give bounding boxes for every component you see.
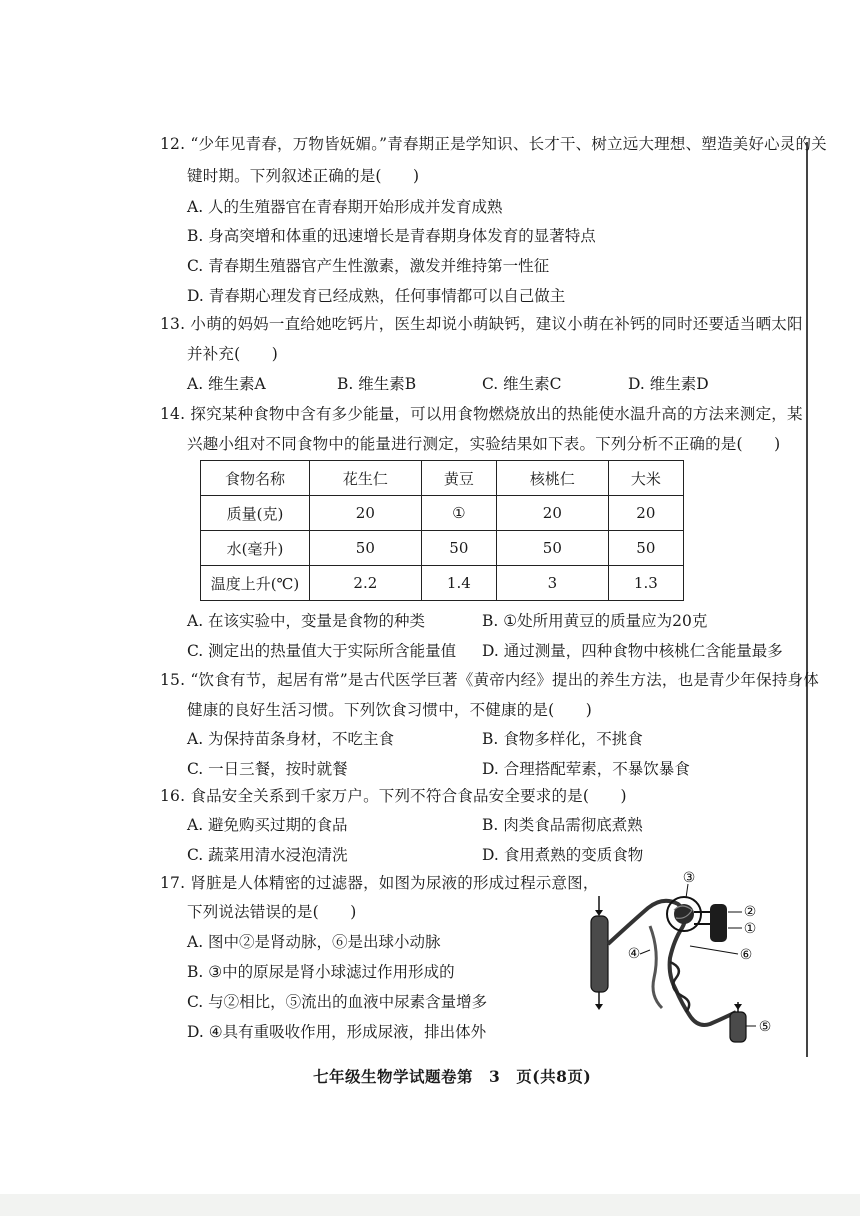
nephron-diagram (578, 866, 778, 1048)
q12-option-c: C. 青春期生殖器官产生性激素，激发并维持第一性征 (187, 257, 550, 275)
diagram-label-2: ② (743, 904, 757, 920)
table-cell: 2.2 (310, 566, 422, 601)
q14-stem-line2: 兴趣小组对不同食物中的能量进行测定，实验结果如下表。下列分析不正确的是( ) (187, 435, 781, 453)
q17-option-c: C. 与②相比，⑤流出的血液中尿素含量增多 (187, 993, 488, 1011)
q13-option-a: A. 维生素A (187, 375, 266, 393)
q15-option-c: C. 一日三餐，按时就餐 (187, 760, 348, 778)
q13-option-c: C. 维生素C (482, 375, 562, 393)
table-cell: ① (421, 496, 496, 531)
q12-option-a: A. 人的生殖器官在青春期开始形成并发育成熟 (187, 198, 503, 216)
table-cell: 50 (608, 531, 683, 566)
q15-option-d: D. 合理搭配荤素，不暴饮暴食 (482, 760, 690, 778)
q16-option-b: B. 肉类食品需彻底煮熟 (482, 816, 643, 834)
q13-stem-line1: 13. 小萌的妈妈一直给她吃钙片，医生却说小萌缺钙，建议小萌在补钙的同时还要适当晒太阳 (160, 315, 803, 333)
table-cell: 20 (310, 496, 422, 531)
collecting-loop (650, 926, 662, 1008)
q16-option-a: A. 避免购买过期的食品 (187, 816, 348, 834)
renal-vessel-right (730, 1012, 746, 1042)
renal-vessel-left (591, 916, 608, 992)
q16-option-d: D. 食用煮熟的变质食物 (482, 846, 644, 864)
table-cell: 50 (496, 531, 608, 566)
q14-stem-line1: 14. 探究某种食物中含有多少能量，可以用食物燃烧放出的热能使水温升高的方法来测定，某 (160, 405, 803, 423)
table-cell: 核桃仁 (496, 461, 608, 496)
table-cell: 20 (608, 496, 683, 531)
q13-option-d: D. 维生素D (628, 375, 709, 393)
table-cell: 质量(克) (201, 496, 310, 531)
q16-stem-line1: 16. 食品安全关系到千家万户。下列不符合食品安全要求的是( ) (160, 787, 627, 805)
page-footer: 七年级生物学试题卷第 3 页(共8页) (313, 1067, 592, 1086)
q17-stem-line1: 17. 肾脏是人体精密的过滤器，如图为尿液的形成过程示意图， (160, 874, 599, 892)
table-row (201, 531, 684, 566)
q15-stem-line2: 健康的良好生活习惯。下列饮食习惯中，不健康的是( ) (187, 701, 592, 719)
table-cell: 50 (421, 531, 496, 566)
table-cell: 花生仁 (310, 461, 422, 496)
q17-option-d: D. ④具有重吸收作用，形成尿液，排出体外 (187, 1023, 487, 1041)
food-energy-table (200, 460, 684, 601)
q12-option-b: B. 身高突增和体重的迅速增长是青春期身体发育的显著特点 (187, 227, 596, 245)
q12-stem-line1: 12. “少年见青春，万物皆妩媚。”青春期正是学知识、长才干、树立远大理想、塑造美好心灵的关 (160, 135, 827, 153)
table-cell: 20 (496, 496, 608, 531)
scan-bottom-strip (0, 1194, 860, 1216)
diagram-label-3: ③ (682, 870, 696, 886)
table-cell: 大米 (608, 461, 683, 496)
q15-option-b: B. 食物多样化，不挑食 (482, 730, 643, 748)
table-cell: 水(毫升) (201, 531, 310, 566)
diagram-label-5: ⑤ (758, 1019, 772, 1035)
q14-option-c: C. 测定出的热量值大于实际所含能量值 (187, 642, 457, 660)
diagram-label-1: ① (743, 921, 757, 937)
q12-option-d: D. 青春期心理发育已经成熟，任何事情都可以自己做主 (187, 287, 566, 305)
table-cell: 50 (310, 531, 422, 566)
q15-option-a: A. 为保持苗条身材，不吃主食 (187, 730, 395, 748)
table-cell: 食物名称 (201, 461, 310, 496)
q17-option-a: A. 图中②是肾动脉，⑥是出球小动脉 (187, 933, 441, 951)
q17-stem-line2: 下列说法错误的是( ) (187, 903, 357, 921)
q13-stem-line2: 并补充( ) (187, 345, 278, 363)
q15-stem-line1: 15. “饮食有节，起居有常”是古代医学巨著《黄帝内经》提出的养生方法，也是青少年保持身体 (160, 671, 819, 689)
diagram-label-6: ⑥ (739, 947, 753, 963)
table-row (201, 496, 684, 531)
q17-option-b: B. ③中的原尿是肾小球滤过作用形成的 (187, 963, 455, 981)
q13-option-b: B. 维生素B (337, 375, 417, 393)
q14-option-b: B. ①处所用黄豆的质量应为20克 (482, 612, 708, 630)
q12-stem-line2: 键时期。下列叙述正确的是( ) (187, 167, 420, 185)
diagram-label-4: ④ (627, 946, 641, 962)
renal-artery-bar (710, 904, 727, 942)
q16-option-c: C. 蔬菜用清水浸泡清洗 (187, 846, 348, 864)
q14-option-a: A. 在该实验中，变量是食物的种类 (187, 612, 426, 630)
q14-option-d: D. 通过测量，四种食物中核桃仁含能量最多 (482, 642, 783, 660)
table-cell: 1.4 (421, 566, 496, 601)
table-cell: 3 (496, 566, 608, 601)
table-cell: 1.3 (608, 566, 683, 601)
table-cell: 温度上升(℃) (201, 566, 310, 601)
table-header-row (201, 461, 684, 496)
table-cell: 黄豆 (421, 461, 496, 496)
margin-rule (806, 142, 808, 1057)
table-row (201, 566, 684, 601)
